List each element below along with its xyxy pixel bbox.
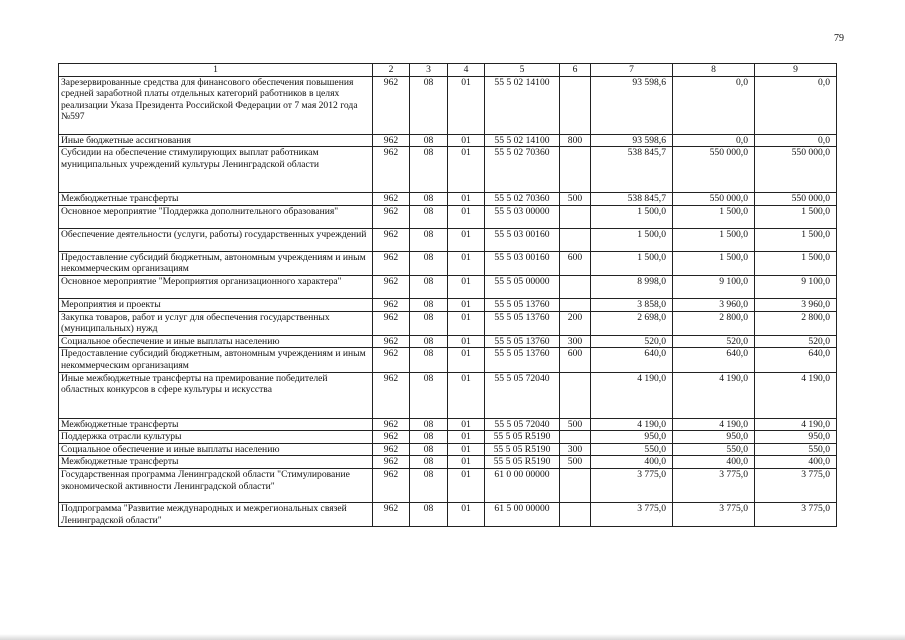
amount-year-3-cell: 1 500,0 bbox=[755, 205, 837, 228]
table-row bbox=[59, 147, 837, 193]
ministry-code-cell: 962 bbox=[373, 456, 410, 469]
item-name-cell: Предоставление субсидий бюджетным, автономным учреждениям и иным некоммерческим организациям bbox=[59, 348, 373, 372]
expense-type-code-cell bbox=[560, 228, 591, 251]
column-header: 5 bbox=[485, 64, 560, 77]
column-header: 4 bbox=[448, 64, 485, 77]
target-article-code-cell: 55 5 03 00160 bbox=[485, 251, 560, 275]
amount-year-1-cell: 4 190,0 bbox=[591, 418, 673, 431]
section-code-cell: 08 bbox=[410, 468, 448, 502]
amount-year-1-cell: 8 998,0 bbox=[591, 275, 673, 298]
ministry-code-cell: 962 bbox=[373, 443, 410, 456]
amount-year-2-cell: 550 000,0 bbox=[673, 147, 755, 193]
amount-year-2-cell: 520,0 bbox=[673, 335, 755, 348]
table-body bbox=[59, 76, 837, 527]
amount-year-3-cell: 1 500,0 bbox=[755, 228, 837, 251]
expense-type-code-cell bbox=[560, 468, 591, 502]
amount-year-2-cell: 1 500,0 bbox=[673, 251, 755, 275]
expense-type-code-cell: 300 bbox=[560, 443, 591, 456]
target-article-code-cell: 55 5 05 13760 bbox=[485, 335, 560, 348]
subsection-code-cell: 01 bbox=[448, 205, 485, 228]
target-article-code-cell: 55 5 02 70360 bbox=[485, 193, 560, 206]
amount-year-3-cell: 0,0 bbox=[755, 76, 837, 134]
amount-year-2-cell: 4 190,0 bbox=[673, 418, 755, 431]
target-article-code-cell: 55 5 02 14100 bbox=[485, 76, 560, 134]
section-code-cell: 08 bbox=[410, 502, 448, 526]
expense-type-code-cell bbox=[560, 298, 591, 311]
table-row bbox=[59, 228, 837, 251]
amount-year-3-cell: 550 000,0 bbox=[755, 193, 837, 206]
expense-type-code-cell: 600 bbox=[560, 348, 591, 372]
amount-year-1-cell: 520,0 bbox=[591, 335, 673, 348]
section-code-cell: 08 bbox=[410, 134, 448, 147]
target-article-code-cell: 55 5 02 14100 bbox=[485, 134, 560, 147]
section-code-cell: 08 bbox=[410, 372, 448, 418]
ministry-code-cell: 962 bbox=[373, 502, 410, 526]
page-number: 79 bbox=[834, 33, 844, 44]
amount-year-3-cell: 2 800,0 bbox=[755, 311, 837, 335]
table-row bbox=[59, 205, 837, 228]
item-name-cell: Поддержка отрасли культуры bbox=[59, 431, 373, 444]
amount-year-1-cell: 550,0 bbox=[591, 443, 673, 456]
section-code-cell: 08 bbox=[410, 443, 448, 456]
amount-year-1-cell: 640,0 bbox=[591, 348, 673, 372]
section-code-cell: 08 bbox=[410, 205, 448, 228]
budget-table bbox=[58, 63, 837, 527]
table-row bbox=[59, 502, 837, 526]
amount-year-2-cell: 950,0 bbox=[673, 431, 755, 444]
amount-year-2-cell: 550 000,0 bbox=[673, 193, 755, 206]
subsection-code-cell: 01 bbox=[448, 228, 485, 251]
amount-year-3-cell: 400,0 bbox=[755, 456, 837, 469]
amount-year-3-cell: 0,0 bbox=[755, 134, 837, 147]
item-name-cell: Межбюджетные трансферты bbox=[59, 418, 373, 431]
column-header: 6 bbox=[560, 64, 591, 77]
table-row bbox=[59, 76, 837, 134]
ministry-code-cell: 962 bbox=[373, 205, 410, 228]
amount-year-1-cell: 1 500,0 bbox=[591, 205, 673, 228]
amount-year-1-cell: 538 845,7 bbox=[591, 147, 673, 193]
target-article-code-cell: 55 5 05 72040 bbox=[485, 372, 560, 418]
subsection-code-cell: 01 bbox=[448, 76, 485, 134]
amount-year-1-cell: 400,0 bbox=[591, 456, 673, 469]
amount-year-3-cell: 3 775,0 bbox=[755, 468, 837, 502]
section-code-cell: 08 bbox=[410, 456, 448, 469]
section-code-cell: 08 bbox=[410, 311, 448, 335]
subsection-code-cell: 01 bbox=[448, 298, 485, 311]
column-header: 3 bbox=[410, 64, 448, 77]
item-name-cell: Предоставление субсидий бюджетным, автономным учреждениям и иным некоммерческим организациям bbox=[59, 251, 373, 275]
amount-year-1-cell: 3 858,0 bbox=[591, 298, 673, 311]
table-row bbox=[59, 443, 837, 456]
subsection-code-cell: 01 bbox=[448, 372, 485, 418]
item-name-cell: Межбюджетные трансферты bbox=[59, 193, 373, 206]
item-name-cell: Иные межбюджетные трансферты на премирование победителей областных конкурсов в сфере культуры и искусства bbox=[59, 372, 373, 418]
ministry-code-cell: 962 bbox=[373, 134, 410, 147]
amount-year-3-cell: 4 190,0 bbox=[755, 418, 837, 431]
amount-year-1-cell: 4 190,0 bbox=[591, 372, 673, 418]
item-name-cell: Иные бюджетные ассигнования bbox=[59, 134, 373, 147]
ministry-code-cell: 962 bbox=[373, 76, 410, 134]
column-header: 7 bbox=[591, 64, 673, 77]
section-code-cell: 08 bbox=[410, 147, 448, 193]
item-name-cell: Основное мероприятие "Мероприятия организационного характера" bbox=[59, 275, 373, 298]
ministry-code-cell: 962 bbox=[373, 335, 410, 348]
subsection-code-cell: 01 bbox=[448, 193, 485, 206]
amount-year-2-cell: 9 100,0 bbox=[673, 275, 755, 298]
section-code-cell: 08 bbox=[410, 76, 448, 134]
item-name-cell: Социальное обеспечение и иные выплаты населению bbox=[59, 335, 373, 348]
ministry-code-cell: 962 bbox=[373, 193, 410, 206]
amount-year-3-cell: 640,0 bbox=[755, 348, 837, 372]
section-code-cell: 08 bbox=[410, 431, 448, 444]
item-name-cell: Социальное обеспечение и иные выплаты населению bbox=[59, 443, 373, 456]
amount-year-2-cell: 550,0 bbox=[673, 443, 755, 456]
target-article-code-cell: 55 5 05 R5190 bbox=[485, 431, 560, 444]
amount-year-1-cell: 3 775,0 bbox=[591, 502, 673, 526]
amount-year-2-cell: 3 960,0 bbox=[673, 298, 755, 311]
amount-year-2-cell: 640,0 bbox=[673, 348, 755, 372]
amount-year-1-cell: 93 598,6 bbox=[591, 134, 673, 147]
subsection-code-cell: 01 bbox=[448, 147, 485, 193]
ministry-code-cell: 962 bbox=[373, 298, 410, 311]
column-header: 2 bbox=[373, 64, 410, 77]
target-article-code-cell: 55 5 02 70360 bbox=[485, 147, 560, 193]
column-header: 8 bbox=[673, 64, 755, 77]
expense-type-code-cell: 800 bbox=[560, 134, 591, 147]
target-article-code-cell: 55 5 05 13760 bbox=[485, 298, 560, 311]
item-name-cell: Обеспечение деятельности (услуги, работы) государственных учреждений bbox=[59, 228, 373, 251]
column-header: 1 bbox=[59, 64, 373, 77]
table-row bbox=[59, 418, 837, 431]
section-code-cell: 08 bbox=[410, 348, 448, 372]
subsection-code-cell: 01 bbox=[448, 418, 485, 431]
ministry-code-cell: 962 bbox=[373, 348, 410, 372]
expense-type-code-cell bbox=[560, 205, 591, 228]
amount-year-2-cell: 1 500,0 bbox=[673, 205, 755, 228]
item-name-cell: Мероприятия и проекты bbox=[59, 298, 373, 311]
section-code-cell: 08 bbox=[410, 298, 448, 311]
subsection-code-cell: 01 bbox=[448, 251, 485, 275]
ministry-code-cell: 962 bbox=[373, 275, 410, 298]
target-article-code-cell: 55 5 05 13760 bbox=[485, 348, 560, 372]
amount-year-1-cell: 2 698,0 bbox=[591, 311, 673, 335]
amount-year-3-cell: 4 190,0 bbox=[755, 372, 837, 418]
amount-year-3-cell: 550 000,0 bbox=[755, 147, 837, 193]
expense-type-code-cell: 600 bbox=[560, 251, 591, 275]
subsection-code-cell: 01 bbox=[448, 456, 485, 469]
amount-year-1-cell: 93 598,6 bbox=[591, 76, 673, 134]
expense-type-code-cell: 500 bbox=[560, 456, 591, 469]
subsection-code-cell: 01 bbox=[448, 335, 485, 348]
target-article-code-cell: 61 5 00 00000 bbox=[485, 502, 560, 526]
section-code-cell: 08 bbox=[410, 251, 448, 275]
amount-year-2-cell: 0,0 bbox=[673, 134, 755, 147]
item-name-cell: Закупка товаров, работ и услуг для обеспечения государственных (муниципальных) нужд bbox=[59, 311, 373, 335]
target-article-code-cell: 55 5 05 R5190 bbox=[485, 443, 560, 456]
amount-year-2-cell: 400,0 bbox=[673, 456, 755, 469]
subsection-code-cell: 01 bbox=[448, 468, 485, 502]
table-row bbox=[59, 372, 837, 418]
amount-year-1-cell: 950,0 bbox=[591, 431, 673, 444]
table-row bbox=[59, 311, 837, 335]
table-row bbox=[59, 275, 837, 298]
section-code-cell: 08 bbox=[410, 275, 448, 298]
amount-year-1-cell: 1 500,0 bbox=[591, 251, 673, 275]
page-bottom-edge bbox=[0, 634, 905, 640]
amount-year-3-cell: 520,0 bbox=[755, 335, 837, 348]
expense-type-code-cell bbox=[560, 76, 591, 134]
table-row bbox=[59, 335, 837, 348]
subsection-code-cell: 01 bbox=[448, 502, 485, 526]
table-row bbox=[59, 456, 837, 469]
amount-year-3-cell: 9 100,0 bbox=[755, 275, 837, 298]
target-article-code-cell: 55 5 03 00160 bbox=[485, 228, 560, 251]
amount-year-2-cell: 2 800,0 bbox=[673, 311, 755, 335]
ministry-code-cell: 962 bbox=[373, 147, 410, 193]
amount-year-3-cell: 3 775,0 bbox=[755, 502, 837, 526]
expense-type-code-cell bbox=[560, 431, 591, 444]
table-row bbox=[59, 431, 837, 444]
item-name-cell: Подпрограмма "Развитие международных и межрегиональных связей Ленинградской области" bbox=[59, 502, 373, 526]
expense-type-code-cell: 500 bbox=[560, 418, 591, 431]
ministry-code-cell: 962 bbox=[373, 372, 410, 418]
amount-year-2-cell: 3 775,0 bbox=[673, 468, 755, 502]
column-header: 9 bbox=[755, 64, 837, 77]
subsection-code-cell: 01 bbox=[448, 443, 485, 456]
subsection-code-cell: 01 bbox=[448, 348, 485, 372]
item-name-cell: Субсидии на обеспечение стимулирующих выплат работникам муниципальных учреждений культуры Ленинградской области bbox=[59, 147, 373, 193]
item-name-cell: Основное мероприятие "Поддержка дополнительного образования" bbox=[59, 205, 373, 228]
ministry-code-cell: 962 bbox=[373, 431, 410, 444]
section-code-cell: 08 bbox=[410, 193, 448, 206]
subsection-code-cell: 01 bbox=[448, 275, 485, 298]
ministry-code-cell: 962 bbox=[373, 228, 410, 251]
section-code-cell: 08 bbox=[410, 335, 448, 348]
table-row bbox=[59, 348, 837, 372]
item-name-cell: Государственная программа Ленинградской области "Стимулирование экономической активности Ленинградской области" bbox=[59, 468, 373, 502]
target-article-code-cell: 55 5 05 72040 bbox=[485, 418, 560, 431]
section-code-cell: 08 bbox=[410, 418, 448, 431]
ministry-code-cell: 962 bbox=[373, 311, 410, 335]
amount-year-2-cell: 3 775,0 bbox=[673, 502, 755, 526]
amount-year-3-cell: 3 960,0 bbox=[755, 298, 837, 311]
expense-type-code-cell: 500 bbox=[560, 193, 591, 206]
item-name-cell: Межбюджетные трансферты bbox=[59, 456, 373, 469]
expense-type-code-cell: 200 bbox=[560, 311, 591, 335]
subsection-code-cell: 01 bbox=[448, 431, 485, 444]
target-article-code-cell: 55 5 05 R5190 bbox=[485, 456, 560, 469]
amount-year-2-cell: 0,0 bbox=[673, 76, 755, 134]
table-row bbox=[59, 298, 837, 311]
amount-year-2-cell: 1 500,0 bbox=[673, 228, 755, 251]
section-code-cell: 08 bbox=[410, 228, 448, 251]
expense-type-code-cell bbox=[560, 147, 591, 193]
ministry-code-cell: 962 bbox=[373, 418, 410, 431]
amount-year-3-cell: 550,0 bbox=[755, 443, 837, 456]
expense-type-code-cell: 300 bbox=[560, 335, 591, 348]
target-article-code-cell: 61 0 00 00000 bbox=[485, 468, 560, 502]
table-row bbox=[59, 251, 837, 275]
amount-year-1-cell: 3 775,0 bbox=[591, 468, 673, 502]
table-row bbox=[59, 134, 837, 147]
subsection-code-cell: 01 bbox=[448, 311, 485, 335]
header-row bbox=[59, 64, 837, 77]
target-article-code-cell: 55 5 03 00000 bbox=[485, 205, 560, 228]
ministry-code-cell: 962 bbox=[373, 468, 410, 502]
amount-year-3-cell: 950,0 bbox=[755, 431, 837, 444]
table-row bbox=[59, 193, 837, 206]
expense-type-code-cell bbox=[560, 372, 591, 418]
amount-year-1-cell: 538 845,7 bbox=[591, 193, 673, 206]
amount-year-3-cell: 1 500,0 bbox=[755, 251, 837, 275]
target-article-code-cell: 55 5 05 13760 bbox=[485, 311, 560, 335]
amount-year-1-cell: 1 500,0 bbox=[591, 228, 673, 251]
amount-year-2-cell: 4 190,0 bbox=[673, 372, 755, 418]
item-name-cell: Зарезервированные средства для финансового обеспечения повышения средней заработной платы отдельных категорий работников в целях реализации Указа Президента Российской Федерации от 7 мая 2012 года №597 bbox=[59, 76, 373, 134]
target-article-code-cell: 55 5 05 00000 bbox=[485, 275, 560, 298]
table-row bbox=[59, 468, 837, 502]
subsection-code-cell: 01 bbox=[448, 134, 485, 147]
expense-type-code-cell bbox=[560, 275, 591, 298]
expense-type-code-cell bbox=[560, 502, 591, 526]
ministry-code-cell: 962 bbox=[373, 251, 410, 275]
